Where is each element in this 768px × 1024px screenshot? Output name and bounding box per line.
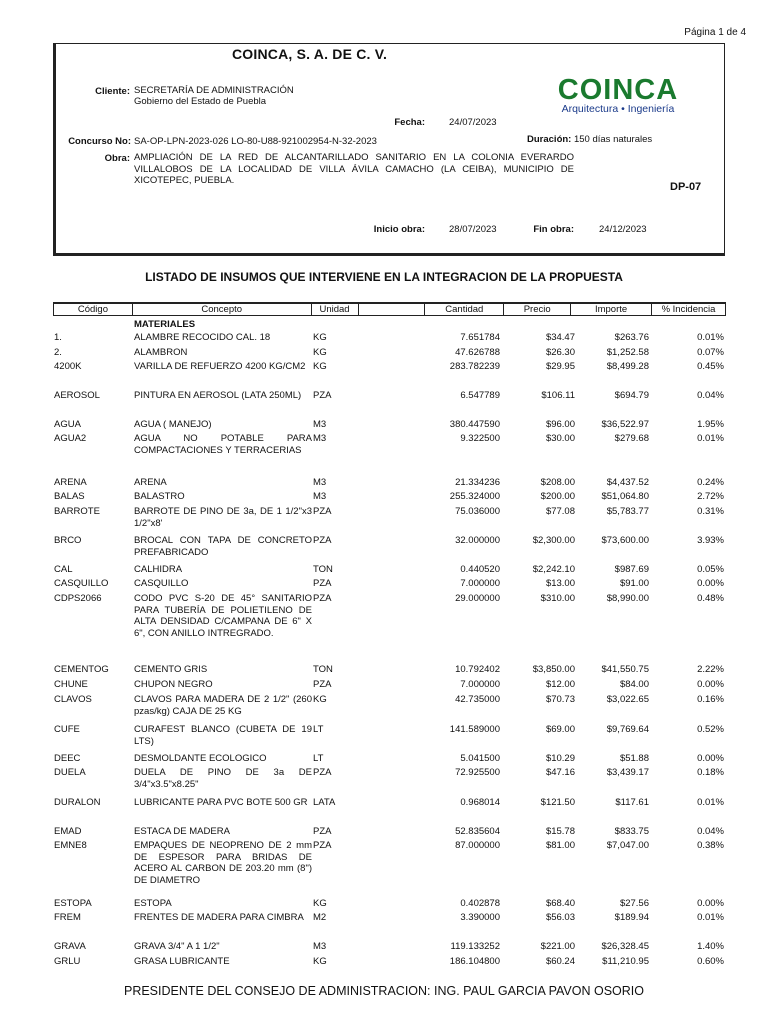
col-blank: [358, 303, 425, 316]
cell-price: $3,850.00: [532, 664, 575, 675]
cell-unit: M3: [313, 491, 327, 502]
cell-incidence: 0.07%: [697, 347, 724, 358]
cell-code: EMAD: [54, 826, 82, 837]
cell-quantity: 3.390000: [460, 912, 500, 923]
cell-price: $70.73: [545, 694, 575, 705]
cell-code: 1.: [54, 332, 62, 343]
cell-quantity: 6.547789: [460, 390, 500, 401]
cell-concept: CLAVOS PARA MADERA DE 2 1/2" (260 pzas/kg) CAJA DE 25 KG: [134, 694, 312, 717]
cell-concept: ALAMBRE RECOCIDO CAL. 18: [134, 332, 271, 343]
cell-code: AEROSOL: [54, 390, 100, 401]
cell-quantity: 72.925500: [455, 767, 500, 778]
cell-amount: $11,210.95: [602, 956, 649, 967]
cell-concept: DUELA DE PINO DE 3a DE 3/4"x3.5"x8.25": [134, 767, 312, 790]
cell-unit: LT: [313, 753, 324, 764]
cell-unit: PZA: [313, 506, 332, 517]
cell-quantity: 0.402878: [460, 898, 500, 909]
cell-quantity: 75.036000: [455, 506, 500, 517]
cell-price: $96.00: [545, 419, 575, 430]
cell-amount: $4,437.52: [606, 477, 649, 488]
cell-code: EMNE8: [54, 840, 87, 851]
cell-concept: EMPAQUES DE NEOPRENO DE 2 mm DE ESPESOR PARA BRIDAS DE ACERO AL CARBON DE 203.20 mm (8") DE DIAMETRO: [134, 840, 312, 886]
duracion-label: Duración:: [527, 134, 572, 145]
col-precio: Precio: [504, 303, 571, 316]
duracion: [527, 134, 652, 145]
cell-incidence: 0.00%: [697, 898, 724, 909]
cell-concept: GRAVA 3/4" A 1 1/2": [134, 941, 220, 952]
cell-amount: $279.68: [614, 433, 649, 444]
cliente-line-2: Gobierno del Estado de Puebla: [134, 96, 267, 107]
cell-incidence: 2.22%: [697, 664, 724, 675]
cell-quantity: 7.000000: [460, 578, 500, 589]
cell-code: ARENA: [54, 477, 87, 488]
cell-unit: M3: [313, 941, 327, 952]
col-importe: Importe: [571, 303, 652, 316]
duracion-value: 150 días naturales: [573, 134, 653, 145]
cell-quantity: 52.835604: [455, 826, 500, 837]
cell-amount: $8,990.00: [606, 593, 649, 604]
cell-concept: ESTOPA: [134, 898, 172, 909]
cell-concept: CASQUILLO: [134, 578, 189, 589]
cell-amount: $117.61: [615, 797, 649, 808]
inicio-value: 28/07/2023: [449, 224, 497, 235]
col-concepto: Concepto: [132, 303, 311, 316]
cell-code: CAL: [54, 564, 73, 575]
cell-concept: GRASA LUBRICANTE: [134, 956, 230, 967]
cell-quantity: 283.782239: [449, 361, 500, 372]
cell-code: BALAS: [54, 491, 85, 502]
cell-unit: M3: [313, 433, 327, 444]
logo-tagline: Arquitectura • Ingeniería: [561, 103, 675, 115]
cell-incidence: 0.31%: [697, 506, 724, 517]
cell-concept: CALHIDRA: [134, 564, 183, 575]
cell-incidence: 0.01%: [697, 332, 724, 343]
cell-concept: BARROTE DE PINO DE 3a, DE 1 1/2"x3 1/2"x8': [134, 506, 312, 529]
cell-price: $2,242.10: [532, 564, 575, 575]
page-number: Página 1 de 4: [684, 27, 746, 38]
cell-unit: M2: [313, 912, 327, 923]
cell-unit: KG: [313, 332, 327, 343]
cell-price: $10.29: [545, 753, 575, 764]
cell-code: CUFE: [54, 724, 80, 735]
cell-amount: $84.00: [619, 679, 649, 690]
cell-price: $77.08: [545, 506, 575, 517]
cell-price: $81.00: [545, 840, 575, 851]
cell-concept: PINTURA EN AEROSOL (LATA 250ML): [134, 390, 302, 401]
cell-price: $69.00: [545, 724, 575, 735]
cell-concept: ARENA: [134, 477, 167, 488]
cell-concept: CODO PVC S-20 DE 45° SANITARIO PARA TUBERÍA DE POLIETILENO DE ALTA DENSIDAD C/CAMPANA DE 6" X 6", CON ANILLO INTREGRADO.: [134, 593, 312, 639]
cell-code: BRCO: [54, 535, 82, 546]
cell-code: ESTOPA: [54, 898, 92, 909]
cell-unit: M3: [313, 419, 327, 430]
cell-price: $29.95: [545, 361, 575, 372]
cell-concept: FRENTES DE MADERA PARA CIMBRA: [134, 912, 304, 923]
cell-concept: LUBRICANTE PARA PVC BOTE 500 GR: [134, 797, 308, 808]
coinca-logo: [548, 72, 688, 116]
fecha-label: Fecha:: [394, 117, 425, 128]
cell-code: FREM: [54, 912, 81, 923]
cell-quantity: 29.000000: [455, 593, 500, 604]
cell-quantity: 0.440520: [460, 564, 500, 575]
section-materiales: MATERIALES: [134, 319, 196, 330]
cell-price: $221.00: [540, 941, 575, 952]
cell-price: $47.16: [545, 767, 575, 778]
cell-amount: $3,022.65: [606, 694, 649, 705]
col-cantidad: Cantidad: [425, 303, 504, 316]
cell-unit: PZA: [313, 390, 332, 401]
cell-quantity: 10.792402: [455, 664, 500, 675]
cell-code: GRLU: [54, 956, 81, 967]
cell-incidence: 0.01%: [697, 797, 724, 808]
cell-quantity: 255.324000: [449, 491, 500, 502]
col-codigo: Código: [54, 303, 133, 316]
cell-quantity: 21.334236: [455, 477, 500, 488]
inicio-label: Inicio obra:: [373, 224, 425, 235]
cell-amount: $27.56: [619, 898, 649, 909]
cell-code: DEEC: [54, 753, 81, 764]
cell-quantity: 186.104800: [449, 956, 500, 967]
cell-amount: $694.79: [614, 390, 649, 401]
cell-incidence: 0.01%: [697, 912, 724, 923]
cell-unit: LATA: [313, 797, 336, 808]
cell-unit: TON: [313, 664, 333, 675]
cell-amount: $73,600.00: [601, 535, 649, 546]
cell-concept: AGUA NO POTABLE PARA COMPACTACIONES Y TERRACERIAS: [134, 433, 312, 456]
cell-incidence: 0.60%: [697, 956, 724, 967]
cell-amount: $5,783.77: [606, 506, 649, 517]
cell-price: $2,300.00: [532, 535, 575, 546]
cell-unit: PZA: [313, 578, 332, 589]
cell-quantity: 47.626788: [455, 347, 500, 358]
cell-code: GRAVA: [54, 941, 86, 952]
cell-quantity: 141.589000: [449, 724, 500, 735]
col-unidad: Unidad: [311, 303, 358, 316]
cell-quantity: 7.651784: [460, 332, 500, 343]
cell-incidence: 0.24%: [697, 477, 724, 488]
cell-amount: $1,252.58: [606, 347, 649, 358]
cell-unit: PZA: [313, 840, 332, 851]
cell-unit: M3: [313, 477, 327, 488]
cell-quantity: 119.133252: [450, 941, 500, 952]
cell-price: $208.00: [540, 477, 575, 488]
cell-incidence: 0.00%: [697, 753, 724, 764]
concurso-value: SA-OP-LPN-2023-026 LO-80-U88-921002954-N-32-2023: [134, 136, 377, 147]
cell-incidence: 1.40%: [697, 941, 724, 952]
cell-price: $26.30: [545, 347, 575, 358]
concurso-label: Concurso No:: [68, 136, 131, 147]
cell-price: $15.78: [545, 826, 575, 837]
cell-incidence: 0.01%: [697, 433, 724, 444]
cell-amount: $26,328.45: [601, 941, 649, 952]
table-header: [53, 302, 726, 316]
cell-incidence: 0.45%: [697, 361, 724, 372]
cell-code: BARROTE: [54, 506, 100, 517]
cell-unit: PZA: [313, 593, 332, 604]
col-incidencia: % Incidencia: [652, 303, 726, 316]
cell-code: 4200K: [54, 361, 82, 372]
cell-incidence: 3.93%: [697, 535, 724, 546]
cell-incidence: 0.48%: [697, 593, 724, 604]
cell-price: $200.00: [540, 491, 575, 502]
cell-unit: KG: [313, 898, 327, 909]
cell-incidence: 0.38%: [697, 840, 724, 851]
cell-quantity: 7.000000: [460, 679, 500, 690]
cell-price: $106.11: [541, 390, 575, 401]
company-name: COINCA, S. A. DE C. V.: [232, 46, 388, 62]
cell-code: AGUA: [54, 419, 81, 430]
cell-code: CHUNE: [54, 679, 88, 690]
cell-amount: $51.88: [619, 753, 649, 764]
cell-price: $30.00: [545, 433, 575, 444]
cell-incidence: 0.52%: [697, 724, 724, 735]
cell-amount: $833.75: [614, 826, 649, 837]
cell-incidence: 2.72%: [697, 491, 724, 502]
cell-unit: LT: [313, 724, 324, 735]
cell-unit: PZA: [313, 767, 332, 778]
cell-unit: KG: [313, 694, 327, 705]
cell-code: CEMENTOG: [54, 664, 109, 675]
cell-amount: $987.69: [614, 564, 649, 575]
fecha-value: 24/07/2023: [449, 117, 497, 128]
fin-label: Fin obra:: [533, 224, 574, 235]
cell-incidence: 0.18%: [697, 767, 724, 778]
obra-label: Obra:: [104, 153, 130, 164]
cell-concept: CEMENTO GRIS: [134, 664, 208, 675]
cell-price: $68.40: [545, 898, 575, 909]
cell-code: CASQUILLO: [54, 578, 109, 589]
cell-incidence: 0.05%: [697, 564, 724, 575]
cell-quantity: 42.735000: [455, 694, 500, 705]
obra-description: AMPLIACIÓN DE LA RED DE ALCANTARILLADO SANITARIO EN LA COLONIA EVERARDO VILLALOBOS DE LA LOCALIDAD DE VILLA ÁVILA CAMACHO (LA CEIBA), MUNICIPIO DE XICOTEPEC, PUEBLA.: [134, 152, 574, 186]
cell-incidence: 0.00%: [697, 679, 724, 690]
cell-quantity: 87.000000: [455, 840, 500, 851]
cell-unit: PZA: [313, 826, 332, 837]
cell-price: $12.00: [545, 679, 575, 690]
cell-incidence: 0.00%: [697, 578, 724, 589]
cell-code: DUELA: [54, 767, 86, 778]
cell-code: DURALON: [54, 797, 101, 808]
cell-price: $56.03: [545, 912, 575, 923]
cell-price: $34.47: [545, 332, 575, 343]
cell-concept: AGUA ( MANEJO): [134, 419, 212, 430]
cell-unit: KG: [313, 347, 327, 358]
logo-wordmark: COINCA: [557, 74, 679, 106]
cell-code: CLAVOS: [54, 694, 92, 705]
cliente-label: Cliente:: [95, 86, 130, 97]
cell-amount: $91.00: [619, 578, 649, 589]
document-title: LISTADO DE INSUMOS QUE INTERVIENE EN LA INTEGRACION DE LA PROPUESTA: [145, 270, 623, 284]
cell-quantity: 5.041500: [460, 753, 500, 764]
cell-concept: CURAFEST BLANCO (CUBETA DE 19 LTS): [134, 724, 312, 747]
cell-incidence: 1.95%: [697, 419, 724, 430]
footer-signature: PRESIDENTE DEL CONSEJO DE ADMINISTRACION: ING. PAUL GARCIA PAVON OSORIO: [123, 984, 644, 998]
cell-unit: PZA: [313, 679, 332, 690]
cell-concept: BROCAL CON TAPA DE CONCRETO PREFABRICADO: [134, 535, 312, 558]
cliente-line-1: SECRETARÍA DE ADMINISTRACIÓN: [134, 85, 294, 96]
cell-price: $60.24: [545, 956, 575, 967]
cell-amount: $51,064.80: [601, 491, 649, 502]
cell-quantity: 380.447590: [449, 419, 500, 430]
cell-unit: PZA: [313, 535, 332, 546]
cell-amount: $3,439.17: [606, 767, 649, 778]
cell-concept: DESMOLDANTE ECOLOGICO: [134, 753, 267, 764]
cell-concept: ALAMBRON: [134, 347, 188, 358]
cell-amount: $189.94: [614, 912, 649, 923]
cell-code: AGUA2: [54, 433, 87, 444]
cell-quantity: 32.000000: [455, 535, 500, 546]
cell-amount: $263.76: [614, 332, 649, 343]
cell-price: $121.50: [540, 797, 575, 808]
cell-incidence: 0.04%: [697, 826, 724, 837]
cell-concept: CHUPON NEGRO: [134, 679, 213, 690]
cell-unit: KG: [313, 361, 327, 372]
cell-incidence: 0.04%: [697, 390, 724, 401]
cell-concept: VARILLA DE REFUERZO 4200 KG/CM2: [134, 361, 306, 372]
cell-concept: ESTACA DE MADERA: [134, 826, 230, 837]
cell-price: $13.00: [545, 578, 575, 589]
document-code: DP-07: [670, 181, 702, 193]
cell-amount: $41,550.75: [601, 664, 649, 675]
cell-code: CDPS2066: [54, 593, 102, 604]
cell-incidence: 0.16%: [697, 694, 724, 705]
cell-quantity: 9.322500: [460, 433, 500, 444]
cell-price: $310.00: [540, 593, 575, 604]
cell-amount: $9,769.64: [606, 724, 649, 735]
fin-value: 24/12/2023: [599, 224, 647, 235]
cell-concept: BALASTRO: [134, 491, 185, 502]
cell-unit: KG: [313, 956, 327, 967]
cell-amount: $8,499.28: [606, 361, 649, 372]
cell-unit: TON: [313, 564, 333, 575]
cell-amount: $36,522.97: [601, 419, 649, 430]
cell-amount: $7,047.00: [606, 840, 649, 851]
cell-code: 2.: [54, 347, 62, 358]
cell-quantity: 0.968014: [460, 797, 500, 808]
